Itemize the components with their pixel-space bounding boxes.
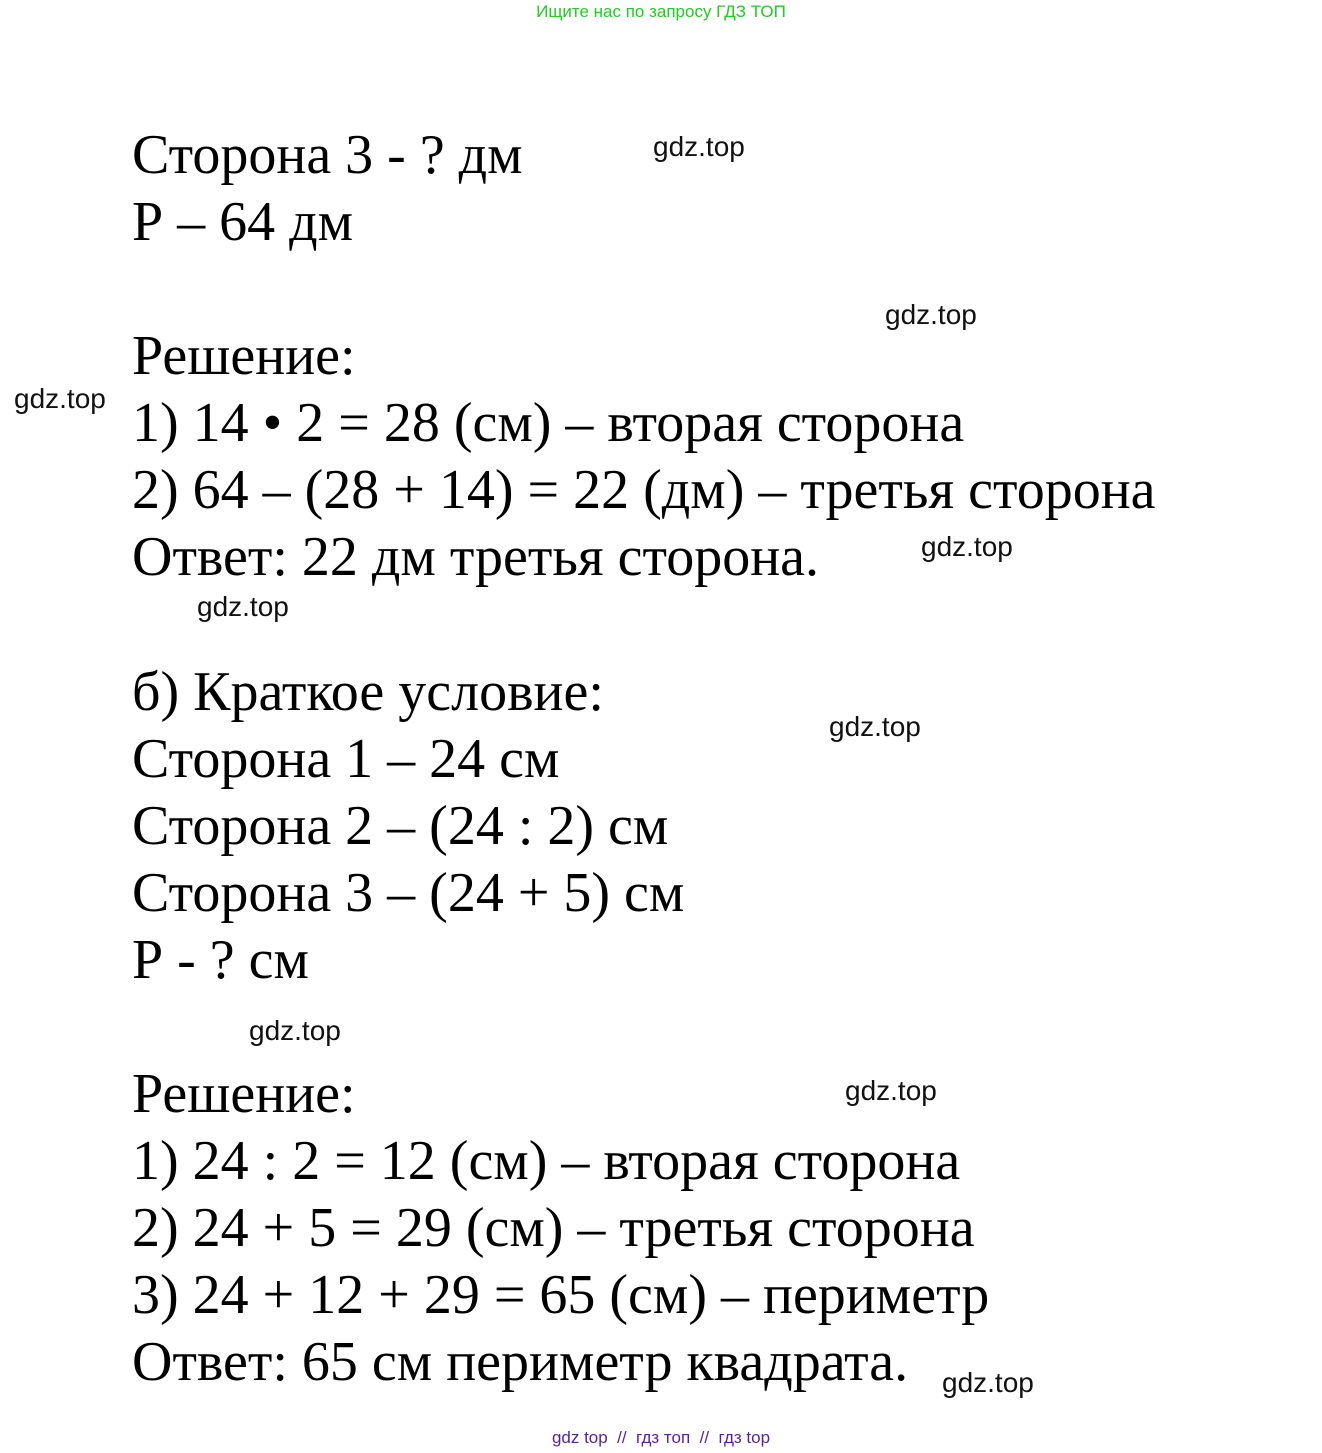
watermark: gdz.top [921,531,1013,562]
text-line: Р – 64 дм [132,191,354,253]
answer-line: Ответ: 22 дм третья сторона. [132,526,820,588]
search-hint-banner: Ищите нас по запросу ГДЗ ТОП [536,2,786,21]
watermark: gdz.top [249,1015,341,1046]
text-line: Сторона 2 – (24 : 2) см [132,795,669,857]
text-line: Сторона 3 - ? дм [132,124,523,186]
watermark: gdz.top [829,711,921,742]
watermark: gdz.top [885,299,977,330]
watermark: gdz.top [14,383,106,414]
watermark: gdz.top [942,1367,1034,1398]
text-line: Сторона 1 – 24 см [132,728,560,790]
text-line: Сторона 3 – (24 + 5) см [132,862,685,924]
section-heading: Решение: [132,1063,356,1125]
footer-links: gdz top // гдз топ // гдз top [551,1428,771,1447]
watermark: gdz.top [845,1075,937,1106]
watermark: gdz.top [653,131,745,162]
text-line: 1) 14 • 2 = 28 (см) – вторая сторона [132,392,965,454]
watermark: gdz.top [197,591,289,622]
text-line: 2) 64 – (28 + 14) = 22 (дм) – третья сторона [132,459,1156,521]
section-heading: б) Краткое условие: [132,661,604,723]
text-line: 1) 24 : 2 = 12 (см) – вторая сторона [132,1130,961,1192]
answer-line: Ответ: 65 см периметр квадрата. [132,1331,909,1393]
text-line: 3) 24 + 12 + 29 = 65 (см) – периметр [132,1264,990,1326]
text-line: 2) 24 + 5 = 29 (см) – третья сторона [132,1197,975,1259]
text-line: Р - ? см [132,929,309,991]
section-heading: Решение: [132,325,356,387]
